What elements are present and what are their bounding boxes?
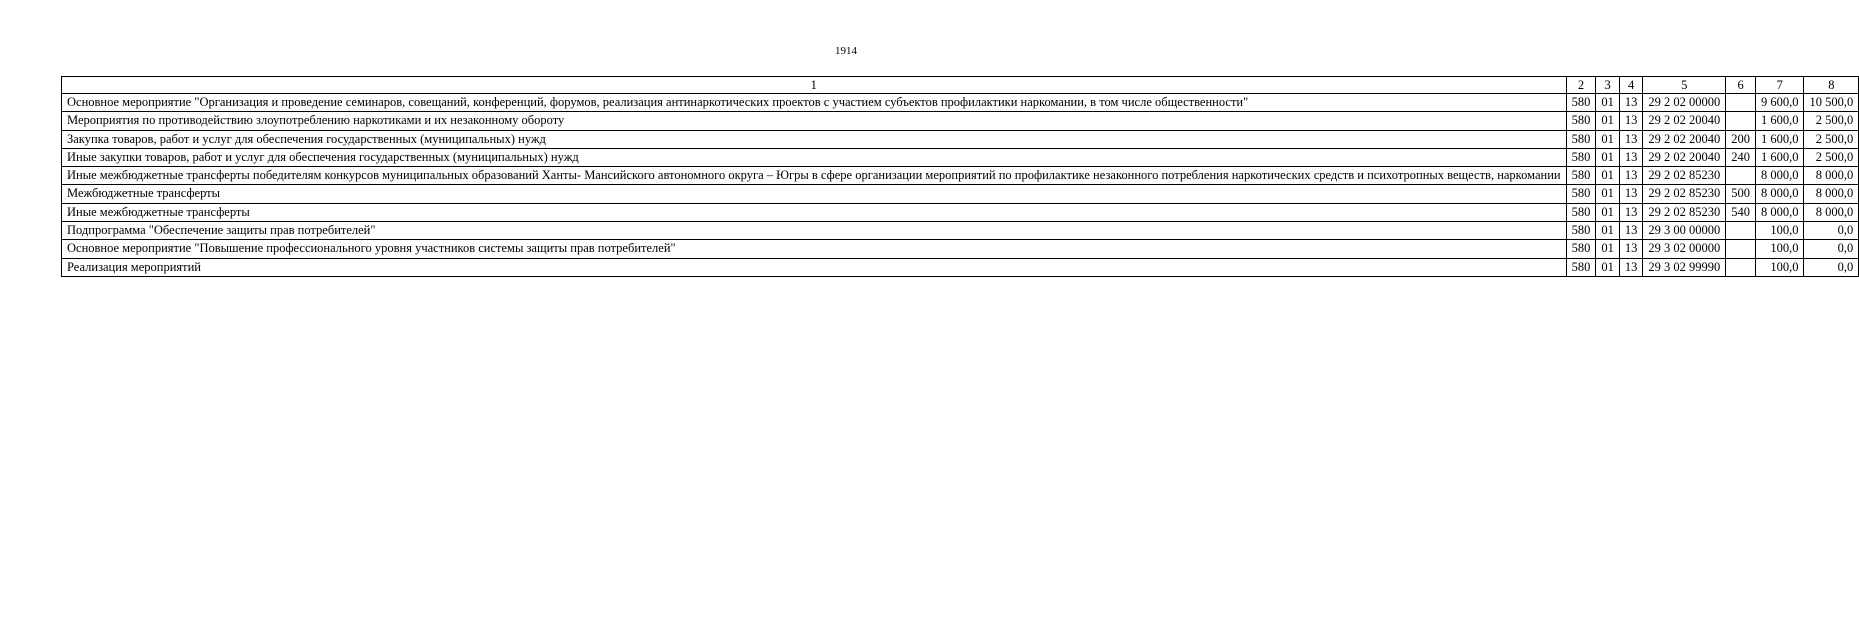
row-expense-type xyxy=(1726,240,1756,258)
row-section-code: 01 xyxy=(1596,167,1620,185)
row-amount-col8: 0,0 xyxy=(1804,258,1859,276)
table-row xyxy=(62,94,1859,112)
row-subsection-code: 13 xyxy=(1619,222,1643,240)
page-number: 1914 xyxy=(835,45,857,57)
row-amount-col7: 100,0 xyxy=(1755,222,1804,240)
row-amount-col8: 0,0 xyxy=(1804,222,1859,240)
row-expense-type xyxy=(1726,94,1756,112)
row-amount-col7: 1 600,0 xyxy=(1755,112,1804,130)
row-expense-type xyxy=(1726,258,1756,276)
table-row xyxy=(62,185,1859,203)
row-subsection-code: 13 xyxy=(1619,240,1643,258)
row-amount-col8: 10 500,0 xyxy=(1804,94,1859,112)
table-row xyxy=(62,167,1859,185)
column-header-1: 1 xyxy=(62,77,1567,94)
row-target-article: 29 2 02 85230 xyxy=(1643,167,1726,185)
row-subsection-code: 13 xyxy=(1619,112,1643,130)
row-target-article: 29 3 02 99990 xyxy=(1643,258,1726,276)
row-target-article: 29 3 00 00000 xyxy=(1643,222,1726,240)
row-expense-type xyxy=(1726,112,1756,130)
row-target-article: 29 2 02 85230 xyxy=(1643,203,1726,221)
row-subsection-code: 13 xyxy=(1619,203,1643,221)
row-expense-type xyxy=(1726,167,1756,185)
table-row xyxy=(62,258,1859,276)
row-subsection-code: 13 xyxy=(1619,94,1643,112)
row-amount-col8: 2 500,0 xyxy=(1804,148,1859,166)
column-header-4: 4 xyxy=(1619,77,1643,94)
row-target-article: 29 3 02 00000 xyxy=(1643,240,1726,258)
row-name: Иные закупки товаров, работ и услуг для обеспечения государственных (муниципальных) нужд xyxy=(62,148,1567,166)
row-expense-type: 200 xyxy=(1726,130,1756,148)
row-amount-col8: 2 500,0 xyxy=(1804,130,1859,148)
row-section-code: 01 xyxy=(1596,258,1620,276)
row-section-code: 01 xyxy=(1596,203,1620,221)
row-ministry-code: 580 xyxy=(1566,258,1596,276)
row-section-code: 01 xyxy=(1596,185,1620,203)
row-section-code: 01 xyxy=(1596,112,1620,130)
row-ministry-code: 580 xyxy=(1566,94,1596,112)
row-name: Основное мероприятие "Повышение профессионального уровня участников системы защиты прав потребителей" xyxy=(62,240,1567,258)
row-name: Иные межбюджетные трансферты победителям конкурсов муниципальных образований Ханты- Мансийского автономного округа – Югры в сфере организации мероприятий по профилактике незаконного потребления наркотических средств и психотропных веществ, наркомании xyxy=(62,167,1567,185)
row-amount-col8: 8 000,0 xyxy=(1804,185,1859,203)
row-subsection-code: 13 xyxy=(1619,130,1643,148)
row-target-article: 29 2 02 00000 xyxy=(1643,94,1726,112)
row-ministry-code: 580 xyxy=(1566,203,1596,221)
column-header-7: 7 xyxy=(1755,77,1804,94)
row-amount-col7: 8 000,0 xyxy=(1755,167,1804,185)
row-expense-type: 240 xyxy=(1726,148,1756,166)
row-subsection-code: 13 xyxy=(1619,185,1643,203)
table-row xyxy=(62,130,1859,148)
row-section-code: 01 xyxy=(1596,240,1620,258)
row-expense-type: 500 xyxy=(1726,185,1756,203)
row-amount-col7: 1 600,0 xyxy=(1755,130,1804,148)
table-row xyxy=(62,203,1859,221)
row-ministry-code: 580 xyxy=(1566,240,1596,258)
row-section-code: 01 xyxy=(1596,94,1620,112)
budget-table xyxy=(61,76,1859,277)
row-amount-col7: 100,0 xyxy=(1755,258,1804,276)
row-amount-col7: 9 600,0 xyxy=(1755,94,1804,112)
row-expense-type: 540 xyxy=(1726,203,1756,221)
row-section-code: 01 xyxy=(1596,222,1620,240)
row-amount-col8: 8 000,0 xyxy=(1804,203,1859,221)
table-row xyxy=(62,112,1859,130)
header-row xyxy=(62,77,1859,94)
row-amount-col8: 8 000,0 xyxy=(1804,167,1859,185)
row-name: Реализация мероприятий xyxy=(62,258,1567,276)
row-amount-col7: 1 600,0 xyxy=(1755,148,1804,166)
row-ministry-code: 580 xyxy=(1566,130,1596,148)
row-ministry-code: 580 xyxy=(1566,167,1596,185)
column-header-8: 8 xyxy=(1804,77,1859,94)
row-subsection-code: 13 xyxy=(1619,258,1643,276)
table-row xyxy=(62,148,1859,166)
row-ministry-code: 580 xyxy=(1566,185,1596,203)
row-name: Мероприятия по противодействию злоупотреблению наркотиками и их незаконному обороту xyxy=(62,112,1567,130)
row-section-code: 01 xyxy=(1596,148,1620,166)
row-expense-type xyxy=(1726,222,1756,240)
row-name: Основное мероприятие "Организация и проведение семинаров, совещаний, конференций, форумов, реализация антинаркотических проектов с участием субъектов профилактики наркомании, в том числе общественности" xyxy=(62,94,1567,112)
row-name: Подпрограмма "Обеспечение защиты прав потребителей" xyxy=(62,222,1567,240)
row-amount-col7: 8 000,0 xyxy=(1755,203,1804,221)
row-name: Межбюджетные трансферты xyxy=(62,185,1567,203)
row-subsection-code: 13 xyxy=(1619,167,1643,185)
row-name: Иные межбюджетные трансферты xyxy=(62,203,1567,221)
row-target-article: 29 2 02 20040 xyxy=(1643,130,1726,148)
row-ministry-code: 580 xyxy=(1566,112,1596,130)
row-subsection-code: 13 xyxy=(1619,148,1643,166)
column-header-5: 5 xyxy=(1643,77,1726,94)
table-row xyxy=(62,222,1859,240)
row-target-article: 29 2 02 20040 xyxy=(1643,148,1726,166)
column-header-2: 2 xyxy=(1566,77,1596,94)
column-header-6: 6 xyxy=(1726,77,1756,94)
column-header-3: 3 xyxy=(1596,77,1620,94)
row-ministry-code: 580 xyxy=(1566,148,1596,166)
row-amount-col8: 0,0 xyxy=(1804,240,1859,258)
row-target-article: 29 2 02 85230 xyxy=(1643,185,1726,203)
row-amount-col7: 8 000,0 xyxy=(1755,185,1804,203)
row-ministry-code: 580 xyxy=(1566,222,1596,240)
row-amount-col8: 2 500,0 xyxy=(1804,112,1859,130)
row-amount-col7: 100,0 xyxy=(1755,240,1804,258)
row-section-code: 01 xyxy=(1596,130,1620,148)
table-row xyxy=(62,240,1859,258)
row-name: Закупка товаров, работ и услуг для обеспечения государственных (муниципальных) нужд xyxy=(62,130,1567,148)
row-target-article: 29 2 02 20040 xyxy=(1643,112,1726,130)
